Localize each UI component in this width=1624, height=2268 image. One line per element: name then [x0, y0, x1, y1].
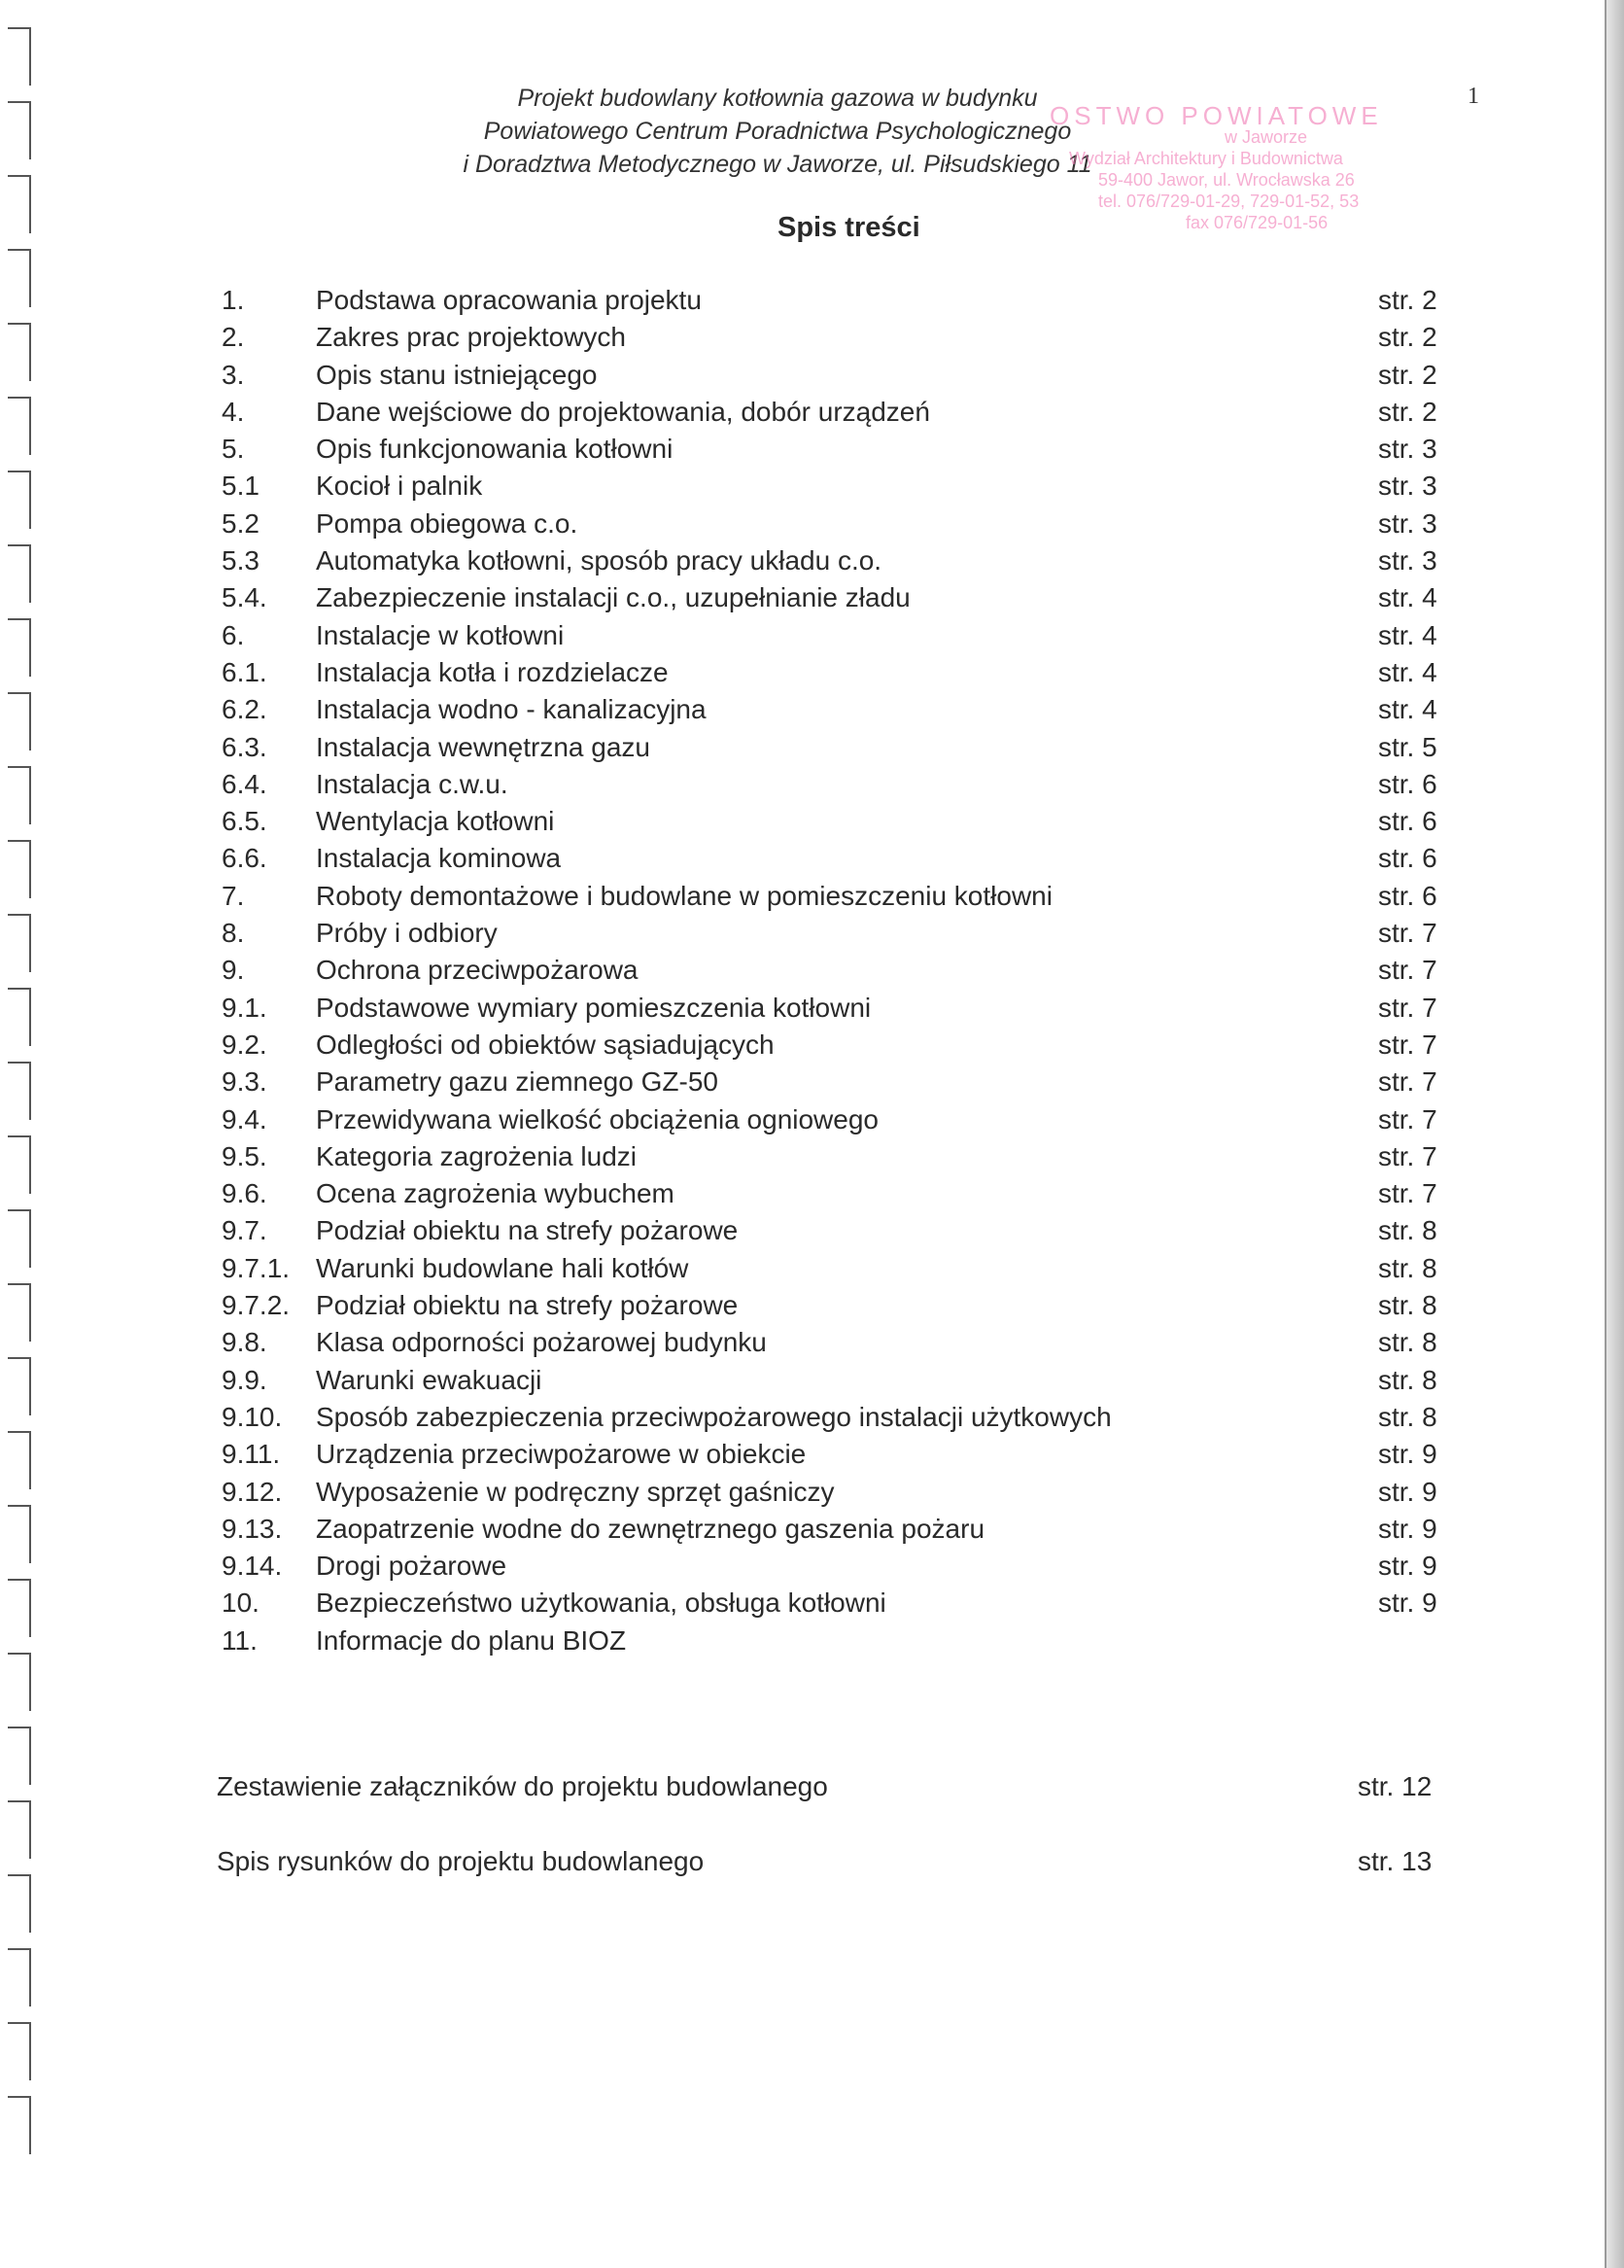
- toc-row: [222, 1622, 1485, 1659]
- toc-row: [222, 840, 1485, 877]
- toc-entry-text: Pompa obiegowa c.o.: [316, 507, 578, 539]
- binding-mark: [8, 1579, 31, 1637]
- toc-row: [222, 282, 1485, 319]
- toc-row: [222, 1436, 1485, 1473]
- toc-number: 9.6.: [222, 1178, 267, 1209]
- table-of-contents: [222, 282, 1485, 1659]
- toc-number: 6.1.: [222, 656, 267, 687]
- toc-page-ref: str. 8: [1378, 1290, 1437, 1321]
- toc-entry-text: Kategoria zagrożenia ludzi: [316, 1140, 637, 1171]
- toc-row: [222, 915, 1485, 952]
- toc-page-ref: str. 4: [1378, 694, 1437, 725]
- toc-row: [222, 1138, 1485, 1175]
- toc-entry-text: Instalacja wodno - kanalizacyjna: [316, 694, 707, 725]
- toc-page-ref: str. 2: [1378, 359, 1437, 390]
- binding-mark: [8, 692, 31, 750]
- toc-page-ref: str. 7: [1378, 918, 1437, 949]
- toc-number: 9.4.: [222, 1103, 267, 1134]
- binding-mark: [8, 1653, 31, 1711]
- appendix-page: str. 12: [1358, 1771, 1433, 1801]
- toc-entry-text: Parametry gazu ziemnego GZ-50: [316, 1066, 718, 1098]
- toc-row: [222, 654, 1485, 691]
- toc-entry-text: Przewidywana wielkość obciążenia ogniowego: [316, 1103, 879, 1134]
- toc-number: 9.2.: [222, 1029, 267, 1060]
- toc-entry-text: Instalacje w kotłowni: [316, 619, 565, 650]
- toc-number: 9.7.: [222, 1215, 267, 1246]
- toc-entry-text: Próby i odbiory: [316, 918, 498, 949]
- toc-entry-text: Zabezpieczenie instalacji c.o., uzupełnianie zładu: [316, 582, 911, 613]
- toc-number: 9.8.: [222, 1327, 267, 1358]
- toc-entry-text: Instalacja kotła i rozdzielacze: [316, 656, 669, 687]
- toc-row: [222, 1287, 1485, 1324]
- page-number: 1: [1468, 84, 1479, 109]
- toc-number: 5.4.: [222, 582, 267, 613]
- toc-entry-text: Opis stanu istniejącego: [316, 359, 598, 390]
- binding-mark: [8, 249, 31, 307]
- toc-entry-text: Zakres prac projektowych: [316, 322, 627, 353]
- toc-page-ref: str. 7: [1378, 1066, 1437, 1098]
- toc-page-ref: str. 9: [1378, 1513, 1437, 1544]
- binding-mark: [8, 1727, 31, 1785]
- toc-number: 9.1.: [222, 992, 267, 1023]
- toc-entry-text: Opis funkcjonowania kotłowni: [316, 434, 674, 465]
- toc-page-ref: str. 6: [1378, 843, 1437, 874]
- toc-row: [222, 766, 1485, 803]
- toc-entry-text: Instalacja wewnętrzna gazu: [316, 731, 650, 762]
- toc-page-ref: str. 3: [1378, 545, 1437, 576]
- toc-entry-text: Warunki ewakuacji: [316, 1364, 542, 1395]
- toc-page-ref: str. 2: [1378, 396, 1437, 427]
- toc-page-ref: str. 7: [1378, 1103, 1437, 1134]
- toc-row: [222, 1324, 1485, 1361]
- binding-mark: [8, 175, 31, 233]
- binding-mark: [8, 1431, 31, 1489]
- stamp-line-6: fax 076/729-01-56: [1186, 213, 1329, 232]
- appendix-text: Zestawienie załączników do projektu budowlanego: [217, 1771, 828, 1801]
- toc-page-ref: str. 6: [1378, 880, 1437, 911]
- toc-entry-text: Odległości od obiektów sąsiadujących: [316, 1029, 775, 1060]
- toc-number: 7.: [222, 880, 245, 911]
- toc-row: [222, 1064, 1485, 1100]
- toc-page-ref: str. 4: [1378, 656, 1437, 687]
- stamp-line-3: Wydział Architektury i Budownictwa: [1069, 149, 1343, 168]
- toc-row: [222, 431, 1485, 468]
- toc-row: [222, 1399, 1485, 1436]
- toc-row: [222, 952, 1485, 989]
- toc-number: 6.4.: [222, 768, 267, 799]
- binding-mark: [8, 914, 31, 972]
- binding-mark: [8, 1874, 31, 1933]
- toc-number: 4.: [222, 396, 245, 427]
- office-stamp: [1050, 101, 1526, 233]
- toc-entry-text: Dane wejściowe do projektowania, dobór urządzeń: [316, 396, 930, 427]
- appendix-text: Spis rysunków do projektu budowlanego: [217, 1846, 705, 1876]
- toc-page-ref: str. 8: [1378, 1327, 1437, 1358]
- binding-mark: [8, 766, 31, 824]
- binding-mark: [8, 471, 31, 529]
- binding-mark: [8, 1505, 31, 1563]
- toc-number: 5.2: [222, 507, 259, 539]
- stamp-line-2: w Jaworze: [1225, 127, 1308, 147]
- toc-page-ref: str. 2: [1378, 285, 1437, 315]
- toc-number: 9.: [222, 955, 245, 986]
- toc-entry-text: Ocena zagrożenia wybuchem: [316, 1178, 674, 1209]
- toc-page-ref: str. 5: [1378, 731, 1437, 762]
- toc-page-ref: str. 9: [1378, 1588, 1437, 1619]
- binding-mark: [8, 323, 31, 381]
- toc-row: [222, 468, 1485, 505]
- toc-entry-text: Podział obiektu na strefy pożarowe: [316, 1215, 739, 1246]
- toc-entry-text: Roboty demontażowe i budowlane w pomieszczeniu kotłowni: [316, 880, 1053, 911]
- toc-entry-text: Automatyka kotłowni, sposób pracy układu c.o.: [316, 545, 882, 576]
- toc-page-ref: str. 3: [1378, 471, 1437, 502]
- toc-number: 6.5.: [222, 806, 267, 837]
- toc-row: [222, 878, 1485, 915]
- toc-number: 3.: [222, 359, 245, 390]
- toc-row: [222, 729, 1485, 766]
- binding-mark: [8, 544, 31, 603]
- toc-page-ref: str. 4: [1378, 582, 1437, 613]
- toc-page-ref: str. 8: [1378, 1252, 1437, 1283]
- toc-number: 6.3.: [222, 731, 267, 762]
- toc-page-ref: str. 7: [1378, 1178, 1437, 1209]
- toc-row: [222, 691, 1485, 728]
- toc-number: 2.: [222, 322, 245, 353]
- toc-row: [222, 1585, 1485, 1622]
- toc-row: [222, 319, 1485, 356]
- toc-number: 9.5.: [222, 1140, 267, 1171]
- toc-row: [222, 1027, 1485, 1064]
- toc-number: 6.2.: [222, 694, 267, 725]
- toc-row: [222, 803, 1485, 840]
- toc-page-ref: str. 8: [1378, 1364, 1437, 1395]
- toc-row: [222, 1250, 1485, 1287]
- toc-number: 9.7.2.: [222, 1290, 291, 1321]
- toc-row: [222, 1511, 1485, 1548]
- toc-page-ref: str. 7: [1378, 955, 1437, 986]
- toc-page-ref: str. 9: [1378, 1476, 1437, 1507]
- toc-page-ref: str. 7: [1378, 992, 1437, 1023]
- binding-mark: [8, 2022, 31, 2080]
- toc-entry-text: Zaopatrzenie wodne do zewnętrznego gaszenia pożaru: [316, 1513, 985, 1544]
- toc-page-ref: str. 4: [1378, 619, 1437, 650]
- binding-mark: [8, 618, 31, 677]
- toc-number: 8.: [222, 918, 245, 949]
- appendix-page: str. 13: [1358, 1846, 1433, 1876]
- toc-entry-text: Drogi pożarowe: [316, 1551, 507, 1582]
- toc-row: [222, 506, 1485, 542]
- toc-row: [222, 1548, 1485, 1585]
- binding-mark: [8, 27, 31, 86]
- toc-entry-text: Instalacja c.w.u.: [316, 768, 508, 799]
- toc-entry-text: Instalacja kominowa: [316, 843, 562, 874]
- toc-number: 5.: [222, 434, 245, 465]
- toc-page-ref: str. 6: [1378, 806, 1437, 837]
- toc-number: 9.3.: [222, 1066, 267, 1098]
- stamp-line-4: 59-400 Jawor, ul. Wrocławska 26: [1098, 170, 1355, 190]
- toc-entry-text: Urządzenia przeciwpożarowe w obiekcie: [316, 1439, 807, 1470]
- toc-entry-text: Wyposażenie w podręczny sprzęt gaśniczy: [316, 1476, 835, 1507]
- toc-page-ref: str. 2: [1378, 322, 1437, 353]
- toc-number: 9.10.: [222, 1401, 283, 1432]
- toc-number: 9.12.: [222, 1476, 283, 1507]
- binding-mark: [8, 2096, 31, 2154]
- toc-number: 1.: [222, 285, 245, 315]
- header-line-3: i Doradztwa Metodycznego w Jaworze, ul. Piłsudskiego 11: [463, 151, 1092, 178]
- toc-page-ref: str. 7: [1378, 1140, 1437, 1171]
- toc-page-ref: str. 8: [1378, 1401, 1437, 1432]
- toc-page-ref: str. 6: [1378, 768, 1437, 799]
- toc-row: [222, 617, 1485, 654]
- binding-mark: [8, 1209, 31, 1268]
- toc-row: [222, 579, 1485, 616]
- toc-row: [222, 542, 1485, 579]
- header-line-1: Projekt budowlany kotłownia gazowa w budynku: [517, 85, 1038, 112]
- binding-mark: [8, 397, 31, 455]
- toc-row: [222, 1212, 1485, 1249]
- toc-entry-text: Klasa odporności pożarowej budynku: [316, 1327, 767, 1358]
- toc-entry-text: Ochrona przeciwpożarowa: [316, 955, 639, 986]
- toc-row: [222, 1101, 1485, 1138]
- toc-page-ref: str. 8: [1378, 1215, 1437, 1246]
- header-line-2: Powiatowego Centrum Poradnictwa Psychologicznego: [483, 118, 1072, 145]
- binding-mark: [8, 988, 31, 1046]
- stamp-line-5: tel. 076/729-01-29, 729-01-52, 53: [1098, 192, 1360, 211]
- toc-row: [222, 357, 1485, 394]
- binding-mark: [8, 1135, 31, 1194]
- binding-mark: [8, 1948, 31, 2006]
- toc-page-ref: str. 3: [1378, 507, 1437, 539]
- toc-row: [222, 990, 1485, 1027]
- toc-title: Spis treści: [777, 212, 920, 243]
- toc-entry-text: Bezpieczeństwo użytkowania, obsługa kotłowni: [316, 1588, 886, 1619]
- toc-row: [222, 1362, 1485, 1399]
- toc-number: 5.3: [222, 545, 259, 576]
- toc-number: 9.9.: [222, 1364, 267, 1395]
- toc-page-ref: str. 9: [1378, 1551, 1437, 1582]
- binding-mark: [8, 1800, 31, 1859]
- toc-page-ref: str. 3: [1378, 434, 1437, 465]
- stamp-line-1: OSTWO POWIATOWE: [1050, 101, 1383, 130]
- toc-number: 6.: [222, 619, 245, 650]
- toc-row: [222, 1474, 1485, 1511]
- toc-entry-text: Sposób zabezpieczenia przeciwpożarowego instalacji użytkowych: [316, 1401, 1112, 1432]
- toc-entry-text: Wentylacja kotłowni: [316, 806, 555, 837]
- binding-edge: [0, 0, 58, 2268]
- toc-entry-text: Kocioł i palnik: [316, 471, 483, 502]
- toc-number: 11.: [222, 1624, 258, 1656]
- toc-number: 9.13.: [222, 1513, 283, 1544]
- toc-row: [222, 394, 1485, 431]
- toc-page-ref: str. 7: [1378, 1029, 1437, 1060]
- binding-mark: [8, 101, 31, 159]
- toc-number: 9.11.: [222, 1439, 281, 1470]
- toc-number: 9.7.1.: [222, 1252, 291, 1283]
- toc-number: 5.1: [222, 471, 259, 502]
- toc-entry-text: Warunki budowlane hali kotłów: [316, 1252, 689, 1283]
- toc-entry-text: Informacje do planu BIOZ: [316, 1624, 627, 1656]
- toc-row: [222, 1175, 1485, 1212]
- toc-entry-text: Podstawowe wymiary pomieszczenia kotłowni: [316, 992, 872, 1023]
- toc-entry-text: Podział obiektu na strefy pożarowe: [316, 1290, 739, 1321]
- binding-mark: [8, 1357, 31, 1415]
- binding-mark: [8, 840, 31, 898]
- page-right-edge: [1607, 0, 1624, 2268]
- toc-number: 6.6.: [222, 843, 267, 874]
- toc-number: 9.14.: [222, 1551, 283, 1582]
- binding-mark: [8, 1062, 31, 1120]
- toc-number: 10.: [222, 1588, 259, 1619]
- binding-mark: [8, 1283, 31, 1342]
- toc-page-ref: str. 9: [1378, 1439, 1437, 1470]
- toc-entry-text: Podstawa opracowania projektu: [316, 285, 702, 315]
